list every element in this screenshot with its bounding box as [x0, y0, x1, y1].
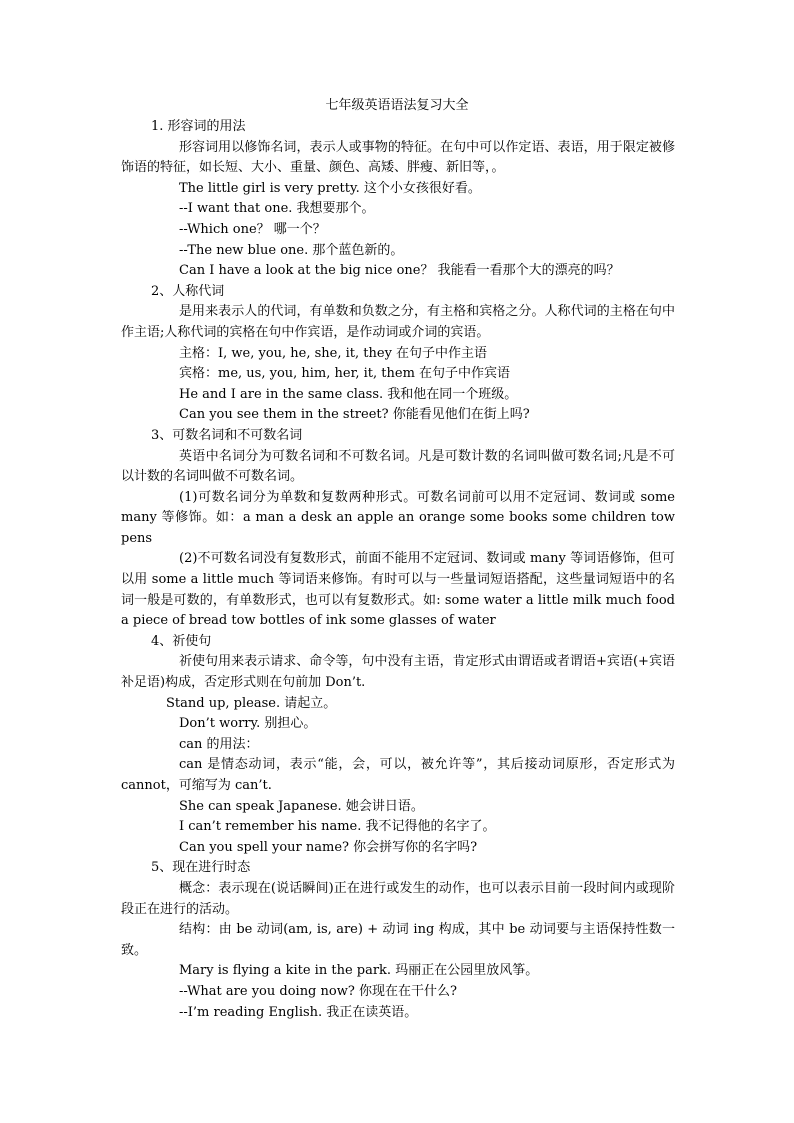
document-body — [121, 117, 675, 1023]
example-line: He and I are in the same class. 我和他在同一个班级。 — [179, 386, 518, 402]
example-line: The little girl is very pretty. 这个小女孩很好看。 — [179, 180, 481, 196]
section-heading: 3、可数名词和不可数名词 — [151, 427, 303, 443]
example-line: Mary is flying a kite in the park. 玛丽正在公园里放风筝。 — [179, 963, 539, 979]
example-line: --What are you doing now? 你现在在干什么? — [179, 983, 457, 999]
example-line: 主格：I, we, you, he, she, it, they 在句子中作主语 — [179, 345, 488, 361]
section-heading: 1. 形容词的用法 — [151, 119, 246, 134]
example-line: --Which one？ 哪一个？ — [179, 221, 326, 237]
example-line: --I want that one. 我想要那个。 — [179, 201, 375, 217]
paragraph: 概念：表示现在(说话瞬间)正在进行或发生的动作，也可以表示目前一段时间内或现阶段正在进行的活动。 — [121, 880, 675, 917]
paragraph: (2)不可数名词没有复数形式，前面不能用不定冠词、数词或 many 等词语修饰，但可以用 some a little much 等词语来修饰。有时可以与一些量词短语搭配，这些量词短语中的名词一般是可数的，有单数形式，也可以有复数形式。如: some water a little milk much food a piece of bread tow bottles of ink some glasses of water — [121, 551, 675, 629]
section-heading: 5、现在进行时态 — [151, 860, 251, 876]
paragraph: 结构：由 be 动词(am, is, are) + 动词 ing 构成，其中 be 动词要与主语保持性数一致。 — [121, 922, 675, 958]
example-line: Don’t worry. 别担心。 — [179, 716, 317, 732]
example-line: --The new blue one. 那个蓝色新的。 — [179, 242, 404, 258]
example-line: Can you spell your name? 你会拼写你的名字吗? — [179, 839, 478, 855]
example-line: I can’t remember his name. 我不记得他的名字了。 — [179, 819, 496, 835]
example-line: 宾格：me, us, you, him, her, it, them 在句子中作宾语 — [179, 366, 511, 382]
example-line: --I’m reading English. 我正在读英语。 — [179, 1004, 418, 1020]
paragraph: 形容词用以修饰名词，表示人或事物的特征。在句中可以作定语、表语，用于限定被修饰语的特征，如长短、大小、重量、颜色、高矮、胖瘦、新旧等，。 — [121, 139, 675, 176]
paragraph: 英语中名词分为可数名词和不可数名词。凡是可数计数的名词叫做可数名词;凡是不可以计数的名词叫做不可数名词。 — [121, 448, 675, 485]
page-title: 七年级英语语法复习大全 — [325, 98, 469, 113]
example-line: Can I have a look at the big nice one？ 我能看一看那个大的漂亮的吗？ — [179, 263, 620, 279]
example-line: She can speak Japanese. 她会讲日语。 — [179, 798, 424, 814]
paragraph: can 是情态动词，表示“能，会，可以，被允许等”，其后接动词原形，否定形式为 cannot，可缩写为 can’t. — [121, 757, 675, 793]
example-line: can 的用法： — [179, 736, 259, 752]
paragraph: (1)可数名词分为单数和复数两种形式。可数名词前可以用不定冠词、数词或 some many 等修饰。如：a man a desk an apple an orange some books some children tow pens — [121, 489, 675, 546]
paragraph: 是用来表示人的代词，有单数和负数之分，有主格和宾格之分。人称代词的主格在句中作主语;人称代词的宾格在句中作宾语，是作动词或介词的宾语。 — [121, 304, 675, 340]
example-line: Stand up, please. 请起立。 — [166, 695, 337, 711]
example-line: Can you see them in the street? 你能看见他们在街上吗? — [179, 407, 530, 423]
paragraph: 祈使句用来表示请求、命令等，句中没有主语，肯定形式由谓语或者谓语+宾语(+宾语补足语)构成，否定形式则在句前加 Don’t. — [121, 654, 675, 691]
section-heading: 4、祈使句 — [151, 633, 212, 649]
section-heading: 2、人称代词 — [151, 283, 225, 299]
